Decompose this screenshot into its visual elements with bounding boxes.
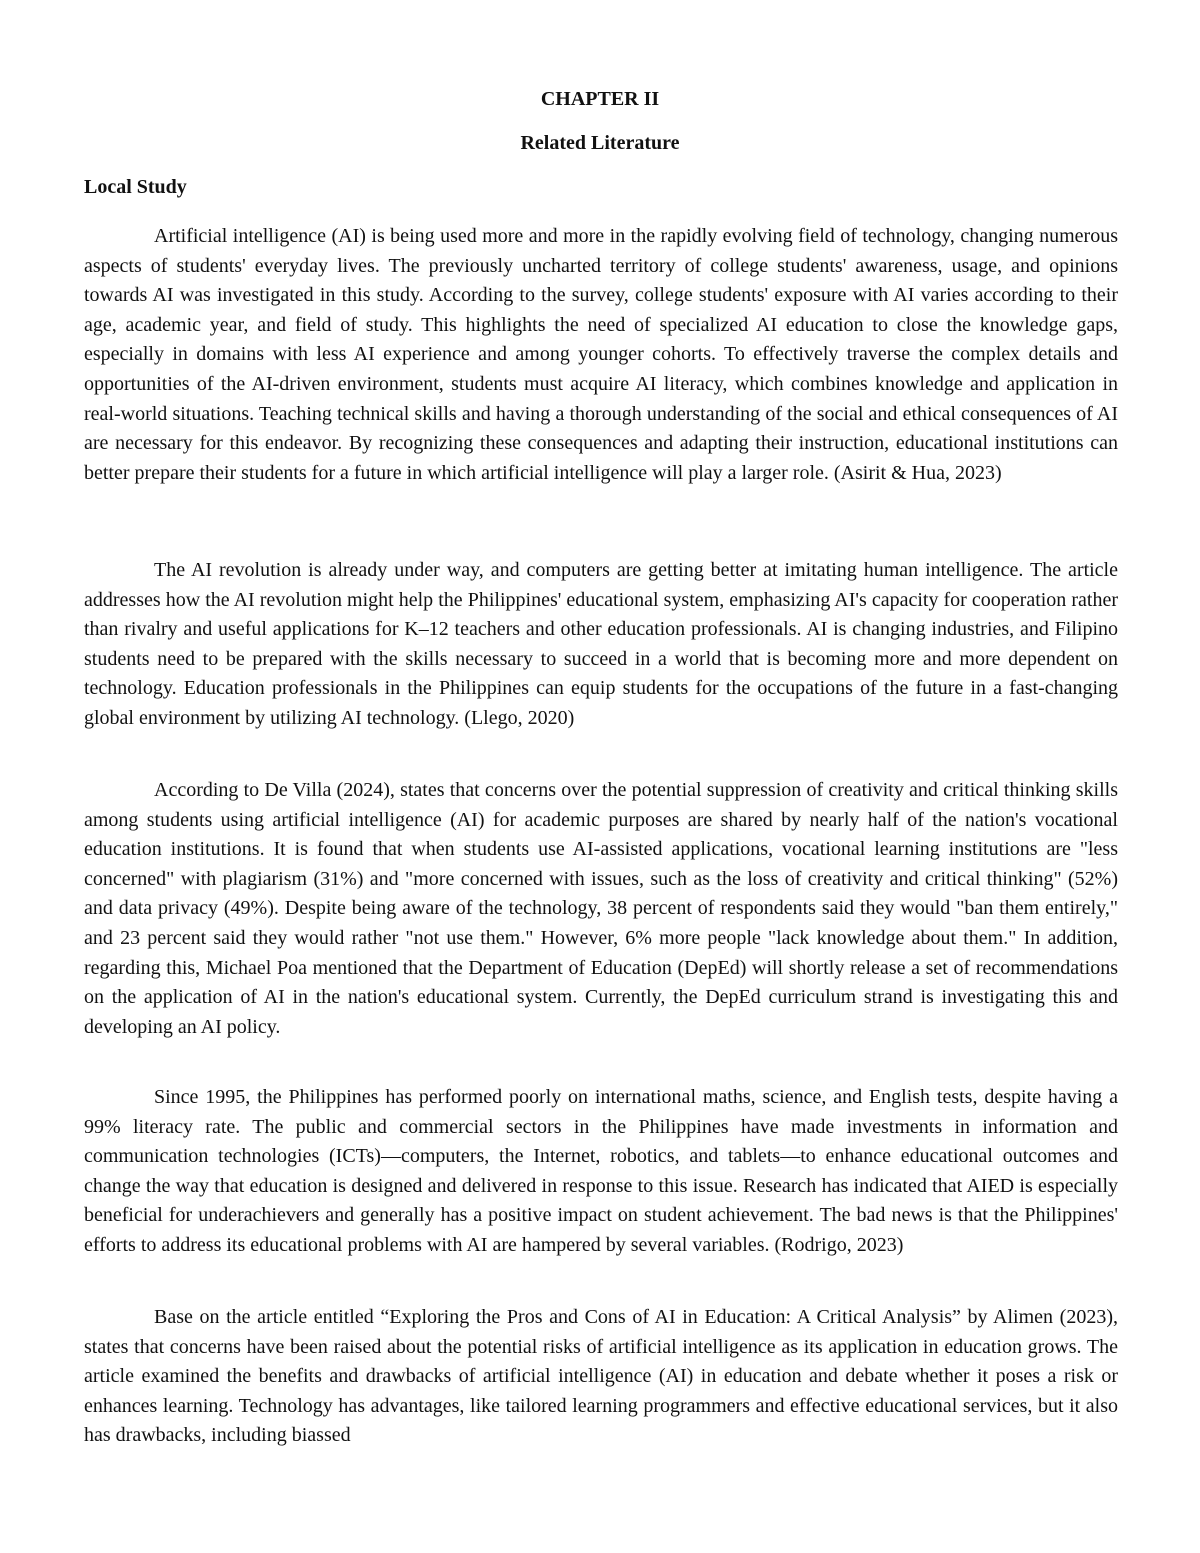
paragraph: Since 1995, the Philippines has performed poorly on international maths, science, and English tests, despite having a 99% literacy rate. The public and commercial sectors in the Philippines have made investments in information and communication technologies (ICTs)—computers, the Internet, robotics, and tablets—to enhance educational outcomes and change the way that education is designed and delivered in response to this issue. Research has indicated that AIED is especially beneficial for underachievers and generally has a positive impact on student achievement. The bad news is that the Philippines' efforts to address its educational problems with AI are hampered by several variables. (Rodrigo, 2023) <box>84 1086 1118 1256</box>
chapter-title: Related Literature <box>520 132 680 154</box>
section-heading: Local Study <box>84 176 187 198</box>
paragraph: Artificial intelligence (AI) is being used more and more in the rapidly evolving field of technology, changing numerous aspects of students' everyday lives. The previously uncharted territory of college students' awareness, usage, and opinions towards AI was investigated in this study. According to the survey, college students' exposure with AI varies according to their age, academic year, and field of study. This highlights the need of specialized AI education to close the knowledge gaps, especially in domains with less AI experience and among younger cohorts. To effectively traverse the complex details and opportunities of the AI-driven environment, students must acquire AI literacy, which combines knowledge and application in real-world situations. Teaching technical skills and having a thorough understanding of the social and ethical consequences of AI are necessary for this endeavor. By recognizing these consequences and adapting their instruction, educational institutions can better prepare their students for a future in which artificial intelligence will play a larger role. (Asirit & Hua, 2023) <box>84 225 1118 484</box>
paragraph: The AI revolution is already under way, and computers are getting better at imitating human intelligence. The article addresses how the AI revolution might help the Philippines' educational system, emphasizing AI's capacity for cooperation rather than rivalry and useful applications for K–12 teachers and other education professionals. AI is changing industries, and Filipino students need to be prepared with the skills necessary to succeed in a world that is becoming more and more dependent on technology. Education professionals in the Philippines can equip students for the occupations of the future in a fast-changing global environment by utilizing AI technology. (Llego, 2020) <box>84 559 1118 729</box>
paragraph: Base on the article entitled “Exploring the Pros and Cons of AI in Education: A Critical Analysis” by Alimen (2023), states that concerns have been raised about the potential risks of artificial intelligence as its application in education grows. The article examined the benefits and drawbacks of artificial intelligence (AI) in education and debate whether it poses a risk or enhances learning. Technology has advantages, like tailored learning programmers and effective educational services, but it also has drawbacks, including biassed <box>84 1306 1118 1447</box>
chapter-heading: CHAPTER II <box>540 88 660 110</box>
paragraph: According to De Villa (2024), states that concerns over the potential suppression of creativity and critical thinking skills among students using artificial intelligence (AI) for academic purposes are shared by nearly half of the nation's vocational education institutions. It is found that when students use AI-assisted applications, vocational learning institutions are "less concerned" with plagiarism (31%) and "more concerned with issues, such as the loss of creativity and critical thinking" (52%) and data privacy (49%). Despite being aware of the technology, 38 percent of respondents said they would "ban them entirely," and 23 percent said they would rather "not use them." However, 6% more people "lack knowledge about them." In addition, regarding this, Michael Poa mentioned that the Department of Education (DepEd) will shortly release a set of recommendations on the application of AI in the nation's educational system. Currently, the DepEd curriculum strand is investigating this and developing an AI policy. <box>84 779 1118 1038</box>
